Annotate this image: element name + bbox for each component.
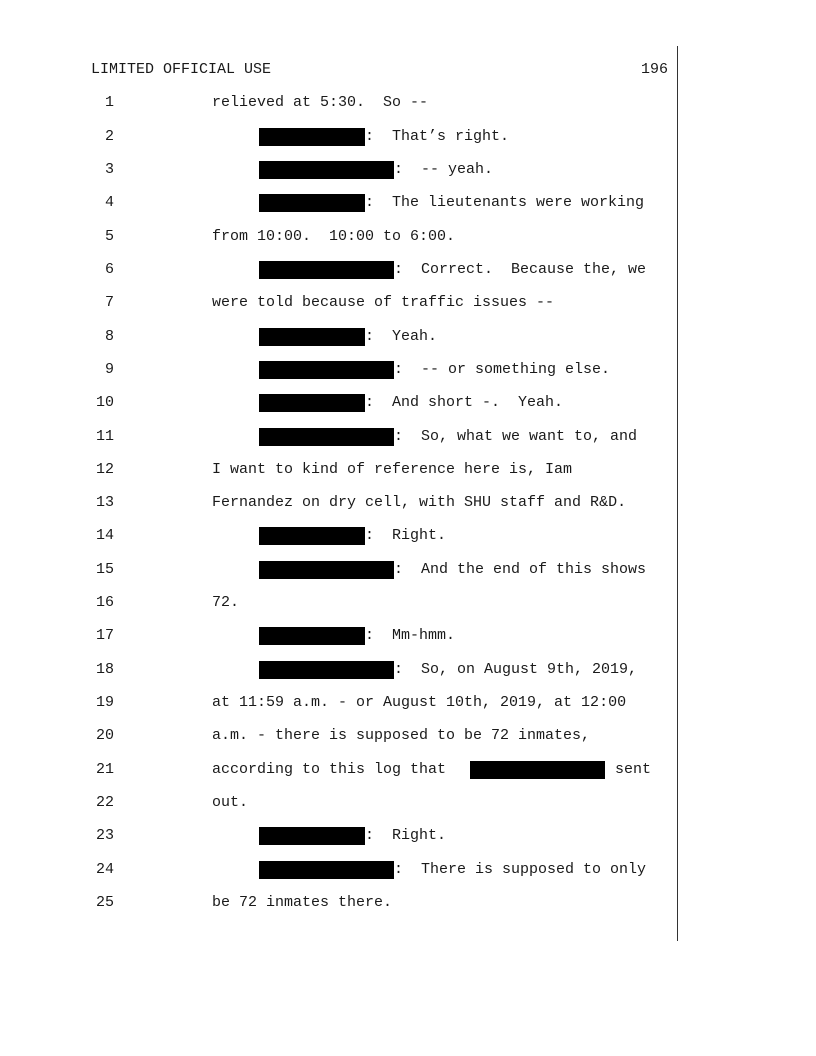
line-text: : -- or something else.	[394, 361, 611, 378]
transcript-line	[0, 860, 816, 880]
line-text: were told because of traffic issues --	[212, 294, 555, 311]
transcript-line	[0, 427, 816, 447]
line-number: 20	[95, 727, 114, 744]
line-number: 12	[95, 461, 114, 478]
redaction-block	[259, 861, 394, 879]
line-number: 23	[95, 827, 114, 844]
line-number: 3	[104, 161, 114, 178]
line-number: 19	[95, 694, 114, 711]
transcript-line	[0, 293, 816, 313]
line-text: : Right.	[365, 527, 447, 544]
transcript-line	[0, 760, 816, 780]
line-text: I want to kind of reference here is, Iam	[212, 461, 573, 478]
line-text: according to this log that	[212, 761, 447, 778]
line-number: 13	[95, 494, 114, 511]
transcript-line	[0, 660, 816, 680]
line-text: at 11:59 a.m. - or August 10th, 2019, at 12:00	[212, 694, 627, 711]
redaction-block	[470, 761, 605, 779]
transcript-line	[0, 560, 816, 580]
transcript-line	[0, 493, 816, 513]
redaction-block	[259, 561, 394, 579]
line-text: : There is supposed to only	[394, 861, 647, 878]
transcript-line	[0, 826, 816, 846]
redaction-block	[259, 194, 365, 212]
transcript-line	[0, 327, 816, 347]
transcript-line	[0, 726, 816, 746]
line-text: relieved at 5:30. So --	[212, 94, 429, 111]
redaction-block	[259, 827, 365, 845]
transcript-line	[0, 360, 816, 380]
line-text: : So, what we want to, and	[394, 428, 638, 445]
transcript-line	[0, 127, 816, 147]
redaction-block	[259, 661, 394, 679]
line-number: 8	[104, 328, 114, 345]
transcript-line	[0, 593, 816, 613]
transcript-line	[0, 93, 816, 113]
line-text: a.m. - there is supposed to be 72 inmates,	[212, 727, 591, 744]
line-number: 21	[95, 761, 114, 778]
redaction-block	[259, 361, 394, 379]
line-number: 5	[104, 228, 114, 245]
transcript-line	[0, 526, 816, 546]
transcript-line	[0, 227, 816, 247]
line-text: : Mm-hmm.	[365, 627, 456, 644]
classification-header: LIMITED OFFICIAL USE	[91, 61, 272, 78]
transcript-line	[0, 893, 816, 913]
transcript-line	[0, 160, 816, 180]
line-text: be 72 inmates there.	[212, 894, 393, 911]
line-text: : And the end of this shows	[394, 561, 647, 578]
transcript-line	[0, 460, 816, 480]
line-number: 17	[95, 627, 114, 644]
redaction-block	[259, 128, 365, 146]
redaction-block	[259, 627, 365, 645]
line-number: 22	[95, 794, 114, 811]
line-text: : That’s right.	[365, 128, 510, 145]
line-text: : Yeah.	[365, 328, 438, 345]
line-number: 25	[95, 894, 114, 911]
redaction-block	[259, 394, 365, 412]
line-number: 24	[95, 861, 114, 878]
transcript-line	[0, 793, 816, 813]
line-number: 9	[104, 361, 114, 378]
line-number: 16	[95, 594, 114, 611]
line-text: : -- yeah.	[394, 161, 494, 178]
line-text: : So, on August 9th, 2019,	[394, 661, 638, 678]
page-number: 196	[640, 61, 668, 78]
line-number: 14	[95, 527, 114, 544]
transcript-line	[0, 193, 816, 213]
line-number: 2	[104, 128, 114, 145]
line-number: 4	[104, 194, 114, 211]
line-text: out.	[212, 794, 249, 811]
line-text-after: sent	[615, 761, 652, 778]
line-number: 7	[104, 294, 114, 311]
line-number: 11	[95, 428, 114, 445]
line-text: 72.	[212, 594, 240, 611]
redaction-block	[259, 328, 365, 346]
line-number: 1	[104, 94, 114, 111]
redaction-block	[259, 527, 365, 545]
line-text: Fernandez on dry cell, with SHU staff and R&D.	[212, 494, 627, 511]
transcript-line	[0, 260, 816, 280]
line-number: 6	[104, 261, 114, 278]
line-text: : Correct. Because the, we	[394, 261, 647, 278]
transcript-line	[0, 693, 816, 713]
redaction-block	[259, 261, 394, 279]
line-text: : And short -. Yeah.	[365, 394, 564, 411]
line-text: : Right.	[365, 827, 447, 844]
line-number: 10	[95, 394, 114, 411]
line-text: : The lieutenants were working	[365, 194, 645, 211]
line-number: 15	[95, 561, 114, 578]
redaction-block	[259, 161, 394, 179]
transcript-line	[0, 626, 816, 646]
line-number: 18	[95, 661, 114, 678]
transcript-line	[0, 393, 816, 413]
line-text: from 10:00. 10:00 to 6:00.	[212, 228, 456, 245]
redaction-block	[259, 428, 394, 446]
